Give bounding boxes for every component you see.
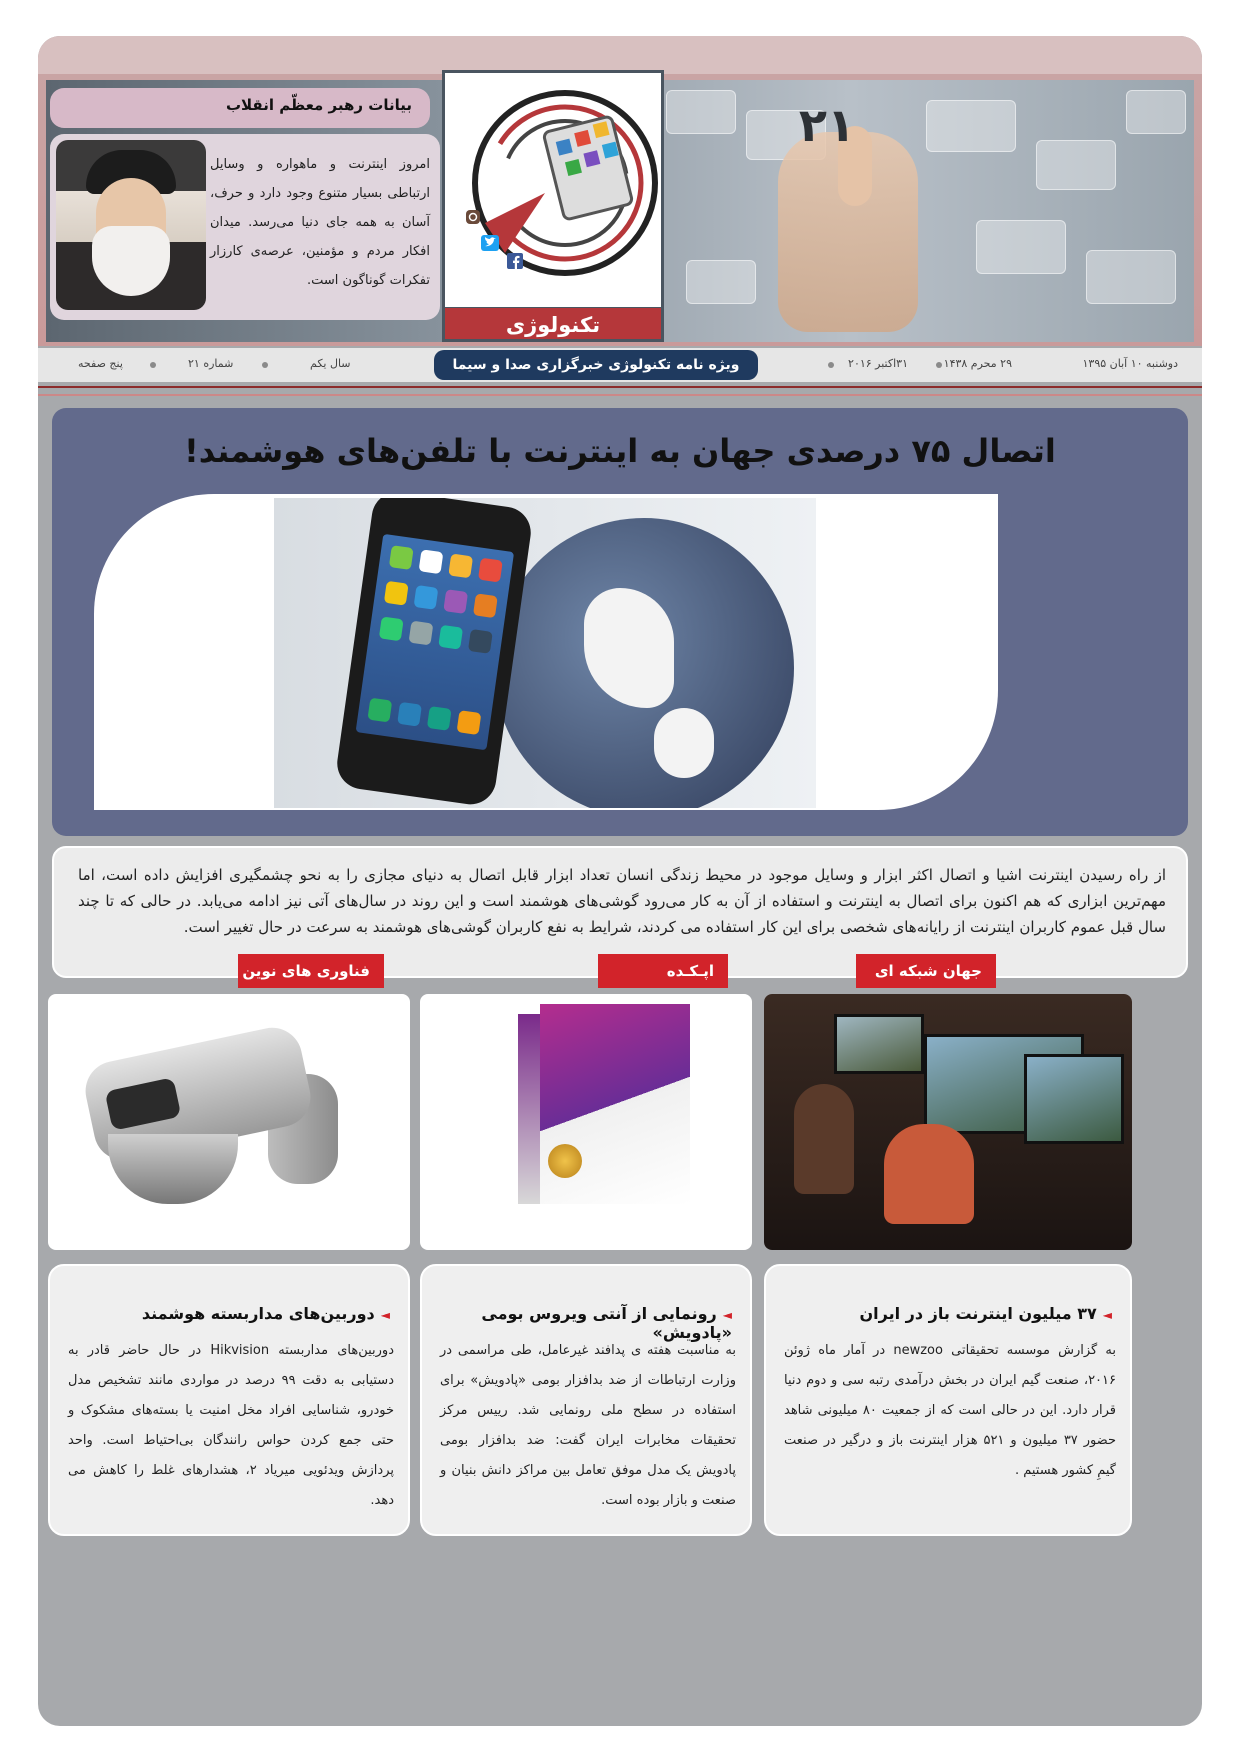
app-icon (427, 706, 452, 731)
issue-number-large: ۲۱ (798, 98, 856, 152)
app-icon (457, 710, 482, 735)
gamer-figure (794, 1084, 854, 1194)
lead-paragraph: از راه رسیدن اینترنت اشیا و اتصال اکثر ابزار و وسایل موجود در محیط زندگی انسان تعداد ابزار قابل اتصال به دنیای مجازی را به نحو چشمگیری افزایش داده است، اما مهم‌ترین ابزاری که هم اکنون برای اتصال به اینترنت و استفاده از آن به کار می‌رود گوشی‌های هوشمند است و این روند در سال‌های آتی نیز ادامه می‌یابد. در حالی که تا چند سال قبل عموم کاربران اینترنت از رایانه‌های شخصی برای این کار استفاده می کردند، شرایط به نفع کاربران گوشی‌های هوشمند به سرعت در حال تغییر است. (78, 866, 1166, 936)
article-title (860, 1304, 1113, 1323)
publication-title: ویژه نامه تکنولوژی خبرگزاری صدا و سیما (434, 350, 758, 380)
app-icon (389, 545, 414, 570)
leader-quote-title: بیانات رهبر معظّم انقلاب (50, 88, 430, 128)
triangle-bullet-icon: ◄ (722, 1308, 732, 1322)
app-icon (414, 585, 439, 610)
page-frame (38, 36, 1202, 1726)
gaming-scene (764, 994, 1132, 1250)
smartphone-illustration (334, 498, 534, 808)
instagram-icon[interactable] (465, 209, 481, 225)
globe-continent (584, 588, 674, 708)
camera-dome (108, 1134, 238, 1204)
article-title (142, 1304, 390, 1323)
padvish-box-photo (420, 994, 752, 1250)
leader-quote-body (50, 134, 440, 320)
gaming-photo (764, 994, 1132, 1250)
app-icon (438, 625, 463, 650)
twitter-icon[interactable] (481, 235, 499, 251)
info-bar (38, 348, 1202, 382)
decorative-tile (666, 90, 736, 134)
separator-dot (828, 362, 834, 368)
smartphone-screen (356, 534, 515, 750)
separator-dot (936, 362, 942, 368)
main-headline: اتصال ۷۵ درصدی جهان به اینترنت با تلفن‌های هوشمند! (184, 432, 1056, 470)
smartphone-globe-image (274, 498, 816, 808)
section-tag-new-technologies: فناوری های نوین (238, 954, 384, 988)
header-rule (38, 386, 1202, 396)
globe-continent (654, 708, 714, 778)
decorative-tile (926, 100, 1016, 152)
article-padvish (420, 1264, 752, 1536)
app-icon (448, 553, 473, 578)
separator-dot (262, 362, 268, 368)
decorative-tile (1126, 90, 1186, 134)
app-icon (419, 549, 444, 574)
app-icon (379, 616, 404, 641)
gamer-figure (884, 1124, 974, 1224)
app-icon (443, 589, 468, 614)
article-smart-cctv (48, 1264, 410, 1536)
decorative-tile (686, 260, 756, 304)
decorative-tile (1086, 250, 1176, 304)
app-icon (473, 593, 498, 618)
header-band (38, 36, 1202, 346)
article-iran-internet (764, 1264, 1132, 1536)
date-shamsi: دوشنبه ۱۰ آبان ۱۳۹۵ (1082, 357, 1178, 370)
triangle-bullet-icon: ◄ (380, 1308, 390, 1322)
triangle-bullet-icon: ◄ (1102, 1308, 1112, 1322)
app-icon (397, 702, 422, 727)
year-label: سال یکم (310, 357, 351, 370)
portrait-beard (92, 226, 170, 296)
cctv-camera-photo (48, 994, 410, 1250)
decorative-tile (976, 220, 1066, 274)
section-tag-network-world: جهان شبکه ای (856, 954, 996, 988)
technology-logo (442, 70, 664, 310)
article-body: به مناسبت هفته ی پدافند غیرعامل، طی مراسمی در وزارت ارتباطات از ضد بدافزار بومی «پادویش» برای استفاده در سطح ملی رونمایی شد. رییس مرکز تحقیقات مخابرات ایران گفت: ضد بدافزار بومی پادویش یک مدل موفق تعامل بین مراکز دانش بنیان و صنعت و بازار بوده است. (440, 1343, 736, 1508)
issue-label: شماره ۲۱ (188, 357, 234, 370)
arcade-screen (1024, 1054, 1124, 1144)
product-badge-icon (548, 1144, 582, 1178)
technology-logo-label: تکنولوژی (442, 308, 664, 342)
main-image-frame (94, 494, 998, 810)
article-title-text: دوربین‌های مداربسته هوشمند (141, 1304, 375, 1323)
section-tag-app-corner: اپـکـده (598, 954, 728, 988)
main-story (52, 408, 1188, 836)
logo-emblem-icon (445, 73, 661, 307)
pages-label: پنج صفحه (78, 357, 123, 370)
separator-dot (150, 362, 156, 368)
decorative-tile (1036, 140, 1116, 190)
article-body: دوربین‌های مداربسته Hikvision در حال حاضر قادر به دستیابی به دقت ۹۹ درصد در مواردی مانند تشخیص مدل خودرو، شناسایی افراد مخل امنیت یا بسته‌های مشکوک و حتی جمع کردن حواس رانندگان بی‌احتیاط است. واحد پردازش ویدئویی میریاد ۲، هشدارهای غلط را کاهش می دهد. (68, 1343, 394, 1508)
app-icon (478, 558, 503, 583)
leader-portrait (56, 140, 206, 310)
article-title-text: رونمایی از آنتی ویروس بومی «پادویش» (481, 1304, 732, 1342)
header-top-strip (38, 36, 1202, 74)
app-icon (409, 621, 434, 646)
arcade-screen (834, 1014, 924, 1074)
date-gregorian: ۳۱اکتبر ۲۰۱۶ (848, 357, 908, 370)
article-body: به گزارش موسسه تحقیقاتی newzoo در آمار ماه ژوئن ۲۰۱۶، صنعت گیم ایران در بخش درآمدی رتبه سی و دوم دنیا قرار دارد. این در حالی است که از جمعیت ۸۰ میلیونی شاهد حضور ۳۷ میلیون و ۵۲۱ هزار اینترنت باز و درگیر در صنعت گیمِ کشور هستیم . (784, 1343, 1116, 1478)
globe-illustration (494, 518, 794, 808)
product-box-side (518, 1014, 542, 1204)
app-icon (468, 629, 493, 654)
article-title-text: ۳۷ میلیون اینترنت باز در ایران (859, 1304, 1097, 1323)
app-icon (367, 698, 392, 723)
facebook-icon[interactable] (507, 253, 523, 269)
leader-quote-text: امروز اینترنت و ماهواره و وسایل ارتباطی بسیار متنوع وجود دارد و حرف، آسان به همه جای دنیا می‌رسد. میدان افکار مردم و مؤمنین، عرصه‌ی کارزار تفکرات گوناگون است. (210, 157, 430, 288)
app-icon (384, 581, 409, 606)
date-hijri: ۲۹ محرم ۱۴۳۸ (943, 357, 1012, 370)
leader-quote (50, 88, 440, 318)
